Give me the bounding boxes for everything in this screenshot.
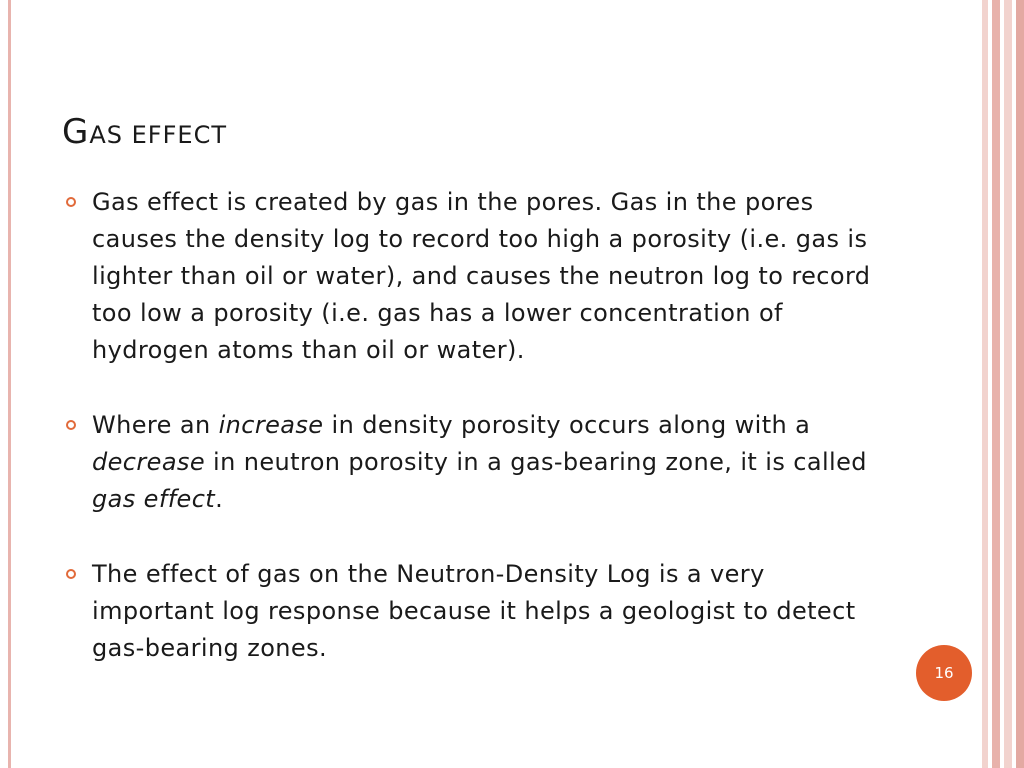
bullet-emphasis-gas-effect: gas effect xyxy=(92,485,216,513)
bullet-circle-icon xyxy=(66,420,76,430)
left-border xyxy=(8,0,11,768)
bullet-circle-icon xyxy=(66,197,76,207)
bullet-text: Gas effect is created by gas in the pores. Gas in the pores causes the density log to record too high a porosity (i.e. gas is lighter than oil or water), and causes the neutron log to record too low a porosity (i.e. gas has a lower concentration of hydrogen atoms than oil or water). xyxy=(92,188,871,364)
page-number: 16 xyxy=(934,664,954,682)
bullet-text-part: in density porosity occurs along with a xyxy=(323,411,811,439)
title-initial: G xyxy=(62,112,90,152)
slide-content xyxy=(62,184,892,705)
bullet-item xyxy=(62,407,892,518)
bullet-item xyxy=(62,184,892,369)
title-rest: AS EFFECT xyxy=(89,121,227,149)
slide-title xyxy=(62,112,227,152)
bullet-circle-icon xyxy=(66,569,76,579)
bullet-text-part: Where an xyxy=(92,411,219,439)
bullet-emphasis-decrease: decrease xyxy=(92,448,206,476)
decorative-stripes xyxy=(972,0,1024,768)
page-number-badge xyxy=(916,645,972,701)
bullet-item xyxy=(62,556,892,667)
bullet-text-part: . xyxy=(215,485,224,513)
bullet-text-part: in neutron porosity in a gas-bearing zone, it is called xyxy=(205,448,867,476)
bullet-emphasis-increase: increase xyxy=(218,411,324,439)
bullet-text: The effect of gas on the Neutron-Density Log is a very important log response because it helps a geologist to detect gas-bearing zones. xyxy=(92,560,856,662)
